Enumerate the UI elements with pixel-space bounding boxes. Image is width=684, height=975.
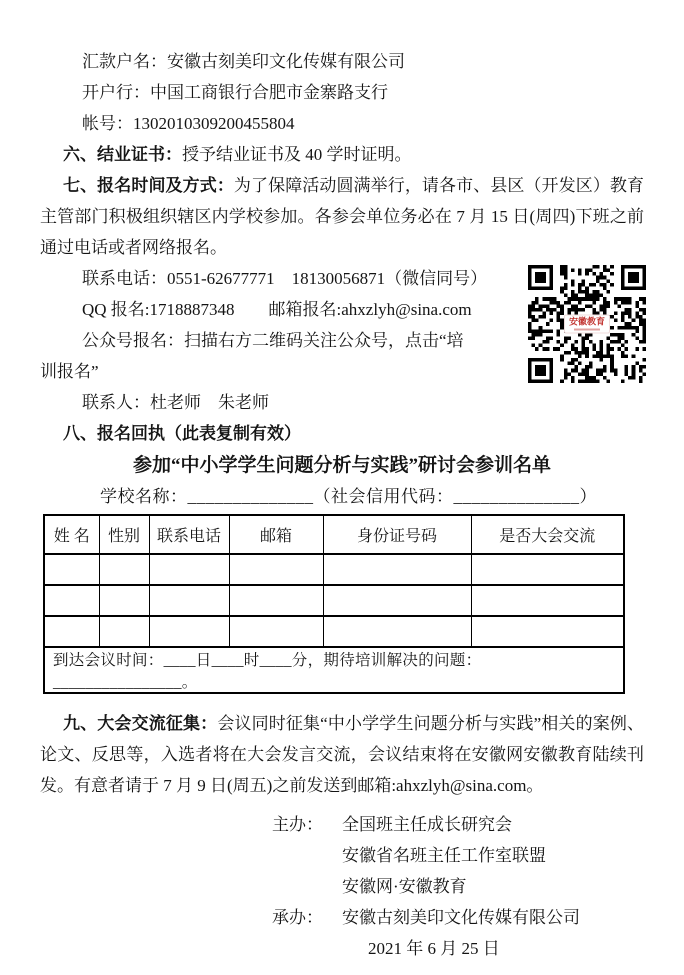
- host-line: 安徽省名班主任工作室联盟: [342, 846, 546, 865]
- header-phone: 联系电话: [149, 515, 229, 554]
- section9-body: 会议同时征集“中小学学生问题分析与实践”相关的案例、论文、反思等，入选者将在大会发言交流，会议结束将在安徽网安徽教育陆续刊发。有意者请于 7 月 9 日(周五)之前发送到邮箱:ahxzlyh@sina.com。: [40, 714, 645, 795]
- header-email: 邮箱: [229, 515, 323, 554]
- empty-cell: [99, 585, 149, 616]
- host-line: [272, 809, 644, 840]
- contact-wechat-line-1: 公众号报名：扫描右方二维码关注公众号，点击“培: [82, 331, 464, 350]
- empty-cell: [149, 585, 229, 616]
- section8-heading: 八、报名回执（此表复制有效）: [63, 424, 301, 443]
- contact-qq-email-line: QQ 报名:1718887348 邮箱报名:ahxzlyh@sina.com: [82, 300, 472, 319]
- section7-body: 为了保障活动圆满举行，请各市、县区（开发区）教育主管部门积极组织辖区内学校参加。各参会单位务必在 7 月 15 日(周四)下班之前通过电话或者网络报名。: [40, 176, 645, 257]
- remittance-number-line: 帐号：1302010309200455804: [82, 114, 295, 133]
- empty-cell: [229, 554, 323, 585]
- empty-cell: [99, 616, 149, 647]
- header-id-number: 身份证号码: [323, 515, 471, 554]
- empty-cell: [149, 554, 229, 585]
- signoff-block: [272, 809, 644, 964]
- empty-cell: [229, 585, 323, 616]
- qr-center-label: [564, 315, 610, 334]
- section9-heading: 九、大会交流征集：: [63, 714, 218, 733]
- section7-heading: 七、报名时间及方式：: [63, 176, 234, 195]
- empty-cell: [44, 585, 99, 616]
- qr-label-text: 安徽教育: [568, 316, 606, 327]
- remittance-bank-line: 开户行：中国工商银行合肥市金寨路支行: [82, 83, 388, 102]
- school-name-line: 学校名称：______________（社会信用代码：______________）: [100, 487, 597, 506]
- organizer-label: 承办：: [272, 908, 323, 927]
- empty-cell: [471, 616, 624, 647]
- remittance-account-line: 汇款户名：安徽古刻美印文化传媒有限公司: [82, 52, 405, 71]
- organizer-line: [272, 902, 644, 933]
- empty-cell: [229, 616, 323, 647]
- header-exchange: 是否大会交流: [471, 515, 624, 554]
- section6-heading: 六、结业证书：: [63, 145, 182, 164]
- organizer-name: 安徽古刻美印文化传媒有限公司: [342, 908, 580, 927]
- host-name: 全国班主任成长研究会: [342, 815, 512, 834]
- section9-paragraph: [40, 708, 644, 801]
- empty-cell: [471, 554, 624, 585]
- contact-phone-line: 联系电话：0551-62677771 18130056871（微信同号）: [82, 269, 488, 288]
- receipt-title: 参加“中小学学生问题分析与实践”研讨会参训名单: [132, 455, 551, 476]
- host-label: 主办：: [272, 815, 323, 834]
- table-header-row: [44, 515, 624, 554]
- contact-wechat-line-2: 训报名”: [40, 362, 99, 381]
- contact-persons-line: 联系人：杜老师 朱老师: [82, 393, 269, 412]
- empty-cell: [323, 585, 471, 616]
- contact-block: [40, 263, 644, 418]
- table-row: [44, 616, 624, 647]
- empty-cell: [323, 616, 471, 647]
- empty-cell: [44, 616, 99, 647]
- table-row: [44, 585, 624, 616]
- table-row: [44, 554, 624, 585]
- empty-cell: [99, 554, 149, 585]
- header-gender: 性别: [99, 515, 149, 554]
- empty-cell: [323, 554, 471, 585]
- section6-line: [40, 139, 644, 170]
- header-name: 姓 名: [44, 515, 99, 554]
- section7-paragraph: [40, 170, 644, 263]
- section6-body: 授予结业证书及 40 学时证明。: [182, 145, 412, 164]
- qr-code: [528, 265, 646, 383]
- empty-cell: [471, 585, 624, 616]
- host-line: 安徽网·安徽教育: [342, 877, 467, 896]
- empty-cell: [149, 616, 229, 647]
- arrival-time-line: 到达会议时间：____日____时____分，期待培训解决的问题：________________。: [44, 647, 624, 693]
- receipt-table: [43, 514, 625, 694]
- qr-label-subtext-bar: [574, 329, 600, 331]
- table-footer-row: [44, 647, 624, 693]
- document-date: 2021 年 6 月 25 日: [368, 939, 500, 958]
- empty-cell: [44, 554, 99, 585]
